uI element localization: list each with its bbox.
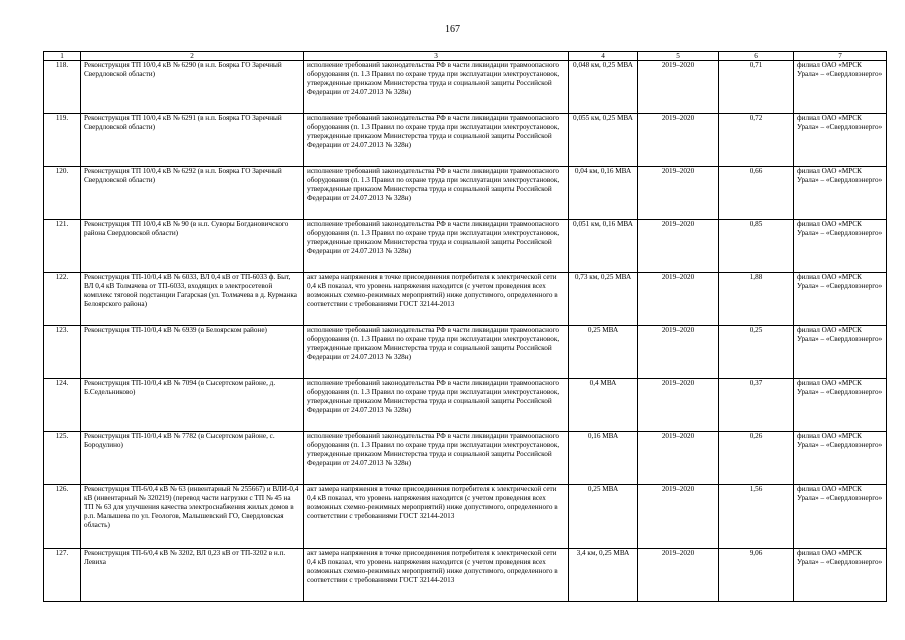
projects-table: [43, 51, 887, 602]
cost-value: 0,66: [719, 167, 794, 220]
row-number: 122.: [44, 273, 81, 326]
table-row: [44, 379, 887, 432]
implementation-years: 2019–2020: [638, 273, 719, 326]
column-number: 6: [719, 52, 794, 61]
table-row: [44, 549, 887, 602]
column-number: 7: [794, 52, 887, 61]
row-number: 125.: [44, 432, 81, 485]
capacity: 0,25 МВА: [569, 485, 638, 549]
capacity: 0,051 км, 0,16 МВА: [569, 220, 638, 273]
object-name: Реконструкция ТП-6/0,4 кВ № 3202, ВЛ 0,23 кВ от ТП-3202 в н.п. Левиха: [81, 549, 304, 602]
table-row: [44, 61, 887, 114]
cost-value: 1,88: [719, 273, 794, 326]
organization: филиал ОАО «МРСК Урала» – «Свердловэнерго»: [794, 167, 887, 220]
row-number: 126.: [44, 485, 81, 549]
row-number: 123.: [44, 326, 81, 379]
implementation-years: 2019–2020: [638, 114, 719, 167]
capacity: 0,25 МВА: [569, 326, 638, 379]
implementation-years: 2019–2020: [638, 167, 719, 220]
column-number: 5: [638, 52, 719, 61]
implementation-years: 2019–2020: [638, 379, 719, 432]
implementation-years: 2019–2020: [638, 432, 719, 485]
justification: акт замера напряжения в точке присоединения потребителя к электрической сети 0,4 кВ показал, что уровень напряжения находится (с учетом проведения всех возможных схемно-режимных мероприятий) ниже допустимого, определенного в соответствии с требованиями ГОСТ 32144-2013: [304, 485, 569, 549]
implementation-years: 2019–2020: [638, 485, 719, 549]
object-name: Реконструкция ТП 10/0,4 кВ № 6290 (в н.п. Боярка ГО Заречный Свердловской области): [81, 61, 304, 114]
organization: филиал ОАО «МРСК Урала» – «Свердловэнерго»: [794, 432, 887, 485]
organization: филиал ОАО «МРСК Урала» – «Свердловэнерго»: [794, 326, 887, 379]
capacity: 0,048 км, 0,25 МВА: [569, 61, 638, 114]
cost-value: 9,06: [719, 549, 794, 602]
column-number: 3: [304, 52, 569, 61]
row-number: 127.: [44, 549, 81, 602]
cost-value: 0,37: [719, 379, 794, 432]
cost-value: 0,25: [719, 326, 794, 379]
object-name: Реконструкция ТП-10/0,4 кВ № 7782 (в Сысертском районе, с. Бородулино): [81, 432, 304, 485]
justification: исполнение требований законодательства РФ в части ликвидации травмоопасного оборудования (п. 1.3 Правил по охране труда при эксплуатации электроустановок, утвержденные приказом Министерства труда и социальной защиты Российской Федерации от 24.07.2013 № 328н): [304, 432, 569, 485]
justification: акт замера напряжения в точке присоединения потребителя к электрической сети 0,4 кВ показал, что уровень напряжения находится (с учетом проведения всех возможных схемно-режимных мероприятий) ниже допустимого, определенного в соответствии с требованиями ГОСТ 32144-2013: [304, 549, 569, 602]
organization: филиал ОАО «МРСК Урала» – «Свердловэнерго»: [794, 114, 887, 167]
cost-value: 0,72: [719, 114, 794, 167]
implementation-years: 2019–2020: [638, 549, 719, 602]
page-number: 167: [445, 24, 460, 35]
row-number: 121.: [44, 220, 81, 273]
capacity: 0,04 км, 0,16 МВА: [569, 167, 638, 220]
column-number: 4: [569, 52, 638, 61]
organization: филиал ОАО «МРСК Урала» – «Свердловэнерго»: [794, 549, 887, 602]
object-name: Реконструкция ТП 10/0,4 кВ № 6292 (в н.п. Боярка ГО Заречный Свердловской области): [81, 167, 304, 220]
row-number: 120.: [44, 167, 81, 220]
organization: филиал ОАО «МРСК Урала» – «Свердловэнерго»: [794, 61, 887, 114]
capacity: 0,73 км, 0,25 МВА: [569, 273, 638, 326]
column-number: 1: [44, 52, 81, 61]
implementation-years: 2019–2020: [638, 326, 719, 379]
table-row: [44, 485, 887, 549]
row-number: 118.: [44, 61, 81, 114]
table-row: [44, 220, 887, 273]
table-row: [44, 432, 887, 485]
justification: исполнение требований законодательства РФ в части ликвидации травмоопасного оборудования (п. 1.3 Правил по охране труда при эксплуатации электроустановок, утвержденные приказом Министерства труда и социальной защиты Российской Федерации от 24.07.2013 № 328н): [304, 379, 569, 432]
organization: филиал ОАО «МРСК Урала» – «Свердловэнерго»: [794, 273, 887, 326]
capacity: 0,055 км, 0,25 МВА: [569, 114, 638, 167]
implementation-years: 2019–2020: [638, 61, 719, 114]
object-name: Реконструкция ТП-10/0,4 кВ № 6033, ВЛ 0,4 кВ от ТП-6033 ф. Быт, ВЛ 0,4 кВ Толмачева от ТП-6033, входящих в электросетевой комплекс тяговой подстанции Гагарская (ул. Толмачева в д. Курманка Белоярского района): [81, 273, 304, 326]
table-row: [44, 273, 887, 326]
justification: исполнение требований законодательства РФ в части ликвидации травмоопасного оборудования (п. 1.3 Правил по охране труда при эксплуатации электроустановок, утвержденные приказом Министерства труда и социальной защиты Российской Федерации от 24.07.2013 № 328н): [304, 61, 569, 114]
justification: исполнение требований законодательства РФ в части ликвидации травмоопасного оборудования (п. 1.3 Правил по охране труда при эксплуатации электроустановок, утвержденные приказом Министерства труда и социальной защиты Российской Федерации от 24.07.2013 № 328н): [304, 220, 569, 273]
justification: акт замера напряжения в точке присоединения потребителя к электрической сети 0,4 кВ показал, что уровень напряжения находится (с учетом проведения всех возможных схемно-режимных мероприятий) ниже допустимого, определенного в соответствии с требованиями ГОСТ 32144-2013: [304, 273, 569, 326]
cost-value: 0,85: [719, 220, 794, 273]
table-row: [44, 167, 887, 220]
object-name: Реконструкция ТП 10/0,4 кВ № 6291 (в н.п. Боярка ГО Заречный Свердловской области): [81, 114, 304, 167]
capacity: 3,4 км, 0,25 МВА: [569, 549, 638, 602]
table-row: [44, 114, 887, 167]
object-name: Реконструкция ТП-6/0,4 кВ № 63 (инвентарный № 255667) и ВЛИ-0,4 кВ (инвентарный № 320219) (перевод части нагрузки с ТП № 45 на ТП № 63 для улучшения качества электроснабжения жилых домов в р.п. Малышева по ул. Геологов, Малышевский ГО, Свердловская область): [81, 485, 304, 549]
object-name: Реконструкция ТП-10/0,4 кВ № 6939 (в Белоярском районе): [81, 326, 304, 379]
cost-value: 1,56: [719, 485, 794, 549]
organization: филиал ОАО «МРСК Урала» – «Свердловэнерго»: [794, 485, 887, 549]
justification: исполнение требований законодательства РФ в части ликвидации травмоопасного оборудования (п. 1.3 Правил по охране труда при эксплуатации электроустановок, утвержденные приказом Министерства труда и социальной защиты Российской Федерации от 24.07.2013 № 328н): [304, 114, 569, 167]
implementation-years: 2019–2020: [638, 220, 719, 273]
justification: исполнение требований законодательства РФ в части ликвидации травмоопасного оборудования (п. 1.3 Правил по охране труда при эксплуатации электроустановок, утвержденные приказом Министерства труда и социальной защиты Российской Федерации от 24.07.2013 № 328н): [304, 326, 569, 379]
capacity: 0,16 МВА: [569, 432, 638, 485]
organization: филиал ОАО «МРСК Урала» – «Свердловэнерго»: [794, 220, 887, 273]
column-number-row: [44, 52, 887, 61]
object-name: Реконструкция ТП 10/0,4 кВ № 90 (в н.п. Суворы Богдановичского района Свердловской области): [81, 220, 304, 273]
object-name: Реконструкция ТП-10/0,4 кВ № 7094 (в Сысертском районе, д. Б.Седельниково): [81, 379, 304, 432]
justification: исполнение требований законодательства РФ в части ликвидации травмоопасного оборудования (п. 1.3 Правил по охране труда при эксплуатации электроустановок, утвержденные приказом Министерства труда и социальной защиты Российской Федерации от 24.07.2013 № 328н): [304, 167, 569, 220]
capacity: 0,4 МВА: [569, 379, 638, 432]
row-number: 119.: [44, 114, 81, 167]
column-number: 2: [81, 52, 304, 61]
cost-value: 0,26: [719, 432, 794, 485]
cost-value: 0,71: [719, 61, 794, 114]
table-row: [44, 326, 887, 379]
row-number: 124.: [44, 379, 81, 432]
organization: филиал ОАО «МРСК Урала» – «Свердловэнерго»: [794, 379, 887, 432]
